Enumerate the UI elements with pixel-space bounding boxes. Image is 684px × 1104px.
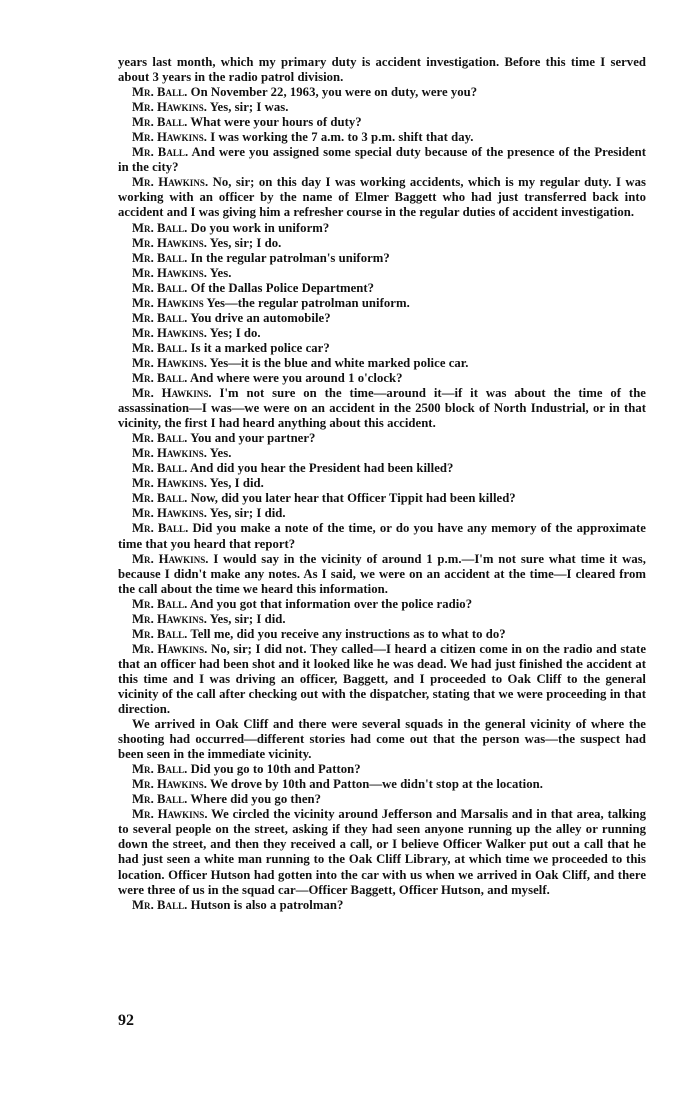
speaker-label: Mr. Ball. — [132, 491, 188, 506]
speaker-label: Mr. Hawkins. — [132, 325, 207, 340]
speaker-label: Mr. Hawkins. — [132, 611, 207, 626]
speaker-label: Mr. Hawkins. — [132, 777, 207, 792]
speaker-label: Mr. Ball. — [132, 370, 188, 385]
paragraph — [118, 100, 646, 115]
paragraph — [118, 642, 646, 717]
paragraph-text: Now, did you later hear that Officer Tippit had been killed? — [190, 491, 516, 506]
paragraph — [118, 627, 646, 642]
paragraph — [118, 476, 646, 491]
speaker-label: Mr. Ball. — [132, 115, 188, 130]
speaker-label: Mr. Hawkins. — [132, 446, 207, 461]
speaker-label: Mr. Ball. — [132, 85, 188, 100]
paragraph-text: I'm not sure on the time—around it—if it was about the time of the assassination—I was—we were on an accident in the 2500 block of North Industrial, or in that vicinity, the first I had heard anything about this accident. — [118, 386, 646, 431]
speaker-label: Mr. Ball. — [132, 280, 188, 295]
paragraph-text: On November 22, 1963, you were on duty, were you? — [190, 85, 478, 100]
paragraph — [118, 491, 646, 506]
paragraph — [118, 175, 646, 220]
paragraph — [118, 55, 646, 85]
speaker-label: Mr. Hawkins. — [132, 476, 207, 491]
speaker-label: Mr. Ball. — [132, 310, 188, 325]
paragraph-text: Do you work in uniform? — [190, 220, 330, 235]
paragraph-text: We circled the vicinity around Jefferson and Marsalis and in that area, talking to several people on the street, asking if they had seen anyone running up the alley or running down the street, and then they received a call, or I believe Officer Walker put out a call that he had just seen a white man running to the Oak Cliff Library, at which time we proceeded to this location. Officer Hutson had gotten into the car with us when we arrived in Oak Cliff, and there were three of us in the squad car—Officer Baggett, Officer Hutson, and myself. — [118, 807, 646, 897]
paragraph-text: And were you assigned some special duty because of the presence of the President in the city? — [118, 145, 646, 175]
speaker-label: Mr. Hawkins. — [132, 386, 212, 401]
paragraph-text: You and your partner? — [190, 431, 316, 446]
paragraph — [118, 597, 646, 612]
speaker-label: Mr. Hawkins. — [132, 175, 209, 190]
paragraph — [118, 266, 646, 281]
paragraph-text: Yes, sir; I did. — [209, 506, 286, 521]
paragraph-text: You drive an automobile? — [190, 310, 331, 325]
paragraph-text: What were your hours of duty? — [190, 115, 362, 130]
paragraph-text: I was working the 7 a.m. to 3 p.m. shift that day. — [210, 130, 474, 145]
paragraph-text: Is it a marked police car? — [190, 340, 330, 355]
speaker-label: Mr. Ball. — [132, 220, 188, 235]
paragraph — [118, 717, 646, 762]
paragraph-text: Yes—the regular patrolman uniform. — [206, 295, 410, 310]
speaker-label: Mr. Ball. — [132, 897, 188, 912]
paragraph-text: And you got that information over the police radio? — [189, 596, 473, 611]
speaker-label: Mr. Ball. — [132, 340, 188, 355]
paragraph-text: We arrived in Oak Cliff and there were several squads in the general vicinity of where the shooting had occurred—different stories had come out that the person was—the suspect had been seen in the immediate vicinity. — [118, 717, 646, 762]
speaker-label: Mr. Ball. — [132, 521, 189, 536]
paragraph-text: Yes, I did. — [209, 476, 264, 491]
speaker-label: Mr. Hawkins. — [132, 100, 207, 115]
paragraph — [118, 807, 646, 897]
paragraph-text: Yes—it is the blue and white marked police car. — [209, 355, 469, 370]
paragraph — [118, 85, 646, 100]
paragraph — [118, 221, 646, 236]
paragraph — [118, 281, 646, 296]
paragraph — [118, 446, 646, 461]
speaker-label: Mr. Hawkins. — [132, 130, 207, 145]
paragraph — [118, 311, 646, 326]
paragraph — [118, 115, 646, 130]
speaker-label: Mr. Ball. — [132, 461, 188, 476]
paragraph-text: And where were you around 1 o'clock? — [189, 370, 403, 385]
paragraph — [118, 386, 646, 431]
speaker-label: Mr. Hawkins. — [132, 235, 207, 250]
paragraph — [118, 236, 646, 251]
speaker-label: Mr. Hawkins. — [132, 265, 207, 280]
speaker-label: Mr. Hawkins. — [132, 355, 207, 370]
paragraph — [118, 521, 646, 551]
paragraph — [118, 552, 646, 597]
speaker-label: Mr. Hawkins. — [132, 641, 208, 656]
speaker-label: Mr. Hawkins. — [132, 506, 207, 521]
speaker-label: Mr. Ball. — [132, 762, 188, 777]
paragraph — [118, 431, 646, 446]
paragraph — [118, 461, 646, 476]
paragraph — [118, 130, 646, 145]
speaker-label: Mr. Ball. — [132, 596, 188, 611]
speaker-label: Mr. Ball. — [132, 145, 189, 160]
paragraph-text: Yes, sir; I did. — [209, 611, 286, 626]
paragraph-text: Did you make a note of the time, or do you have any memory of the approximate time that you heard that report? — [118, 521, 646, 551]
speaker-label: Mr. Ball. — [132, 626, 188, 641]
paragraph — [118, 898, 646, 913]
page-number: 92 — [118, 1012, 134, 1029]
paragraph — [118, 777, 646, 792]
speaker-label: Mr. Ball. — [132, 431, 188, 446]
paragraph — [118, 762, 646, 777]
paragraph — [118, 356, 646, 371]
paragraph — [118, 371, 646, 386]
transcript-page — [118, 55, 646, 913]
paragraph-text: And did you hear the President had been killed? — [189, 461, 454, 476]
paragraph-text: Yes, sir; I was. — [209, 100, 289, 115]
paragraph-text: Yes. — [209, 265, 232, 280]
speaker-label: Mr. Ball. — [132, 792, 188, 807]
paragraph-text: years last month, which my primary duty is accident investigation. Before this time I served about 3 years in the radio patrol division. — [118, 55, 646, 85]
paragraph-text: Did you go to 10th and Patton? — [190, 762, 361, 777]
paragraph-text: No, sir; I did not. They called—I heard a citizen come in on the radio and state that an officer had been shot and it looked like he was dead. We had just finished the accident at this time and I was driving an officer, Baggett, and I proceeded to Oak Cliff to the general vicinity of the call after checking out with the dispatcher, stating that we were proceeding in that direction. — [118, 641, 647, 717]
paragraph-text: Tell me, did you receive any instructions as to what to do? — [190, 626, 506, 641]
paragraph-text: We drove by 10th and Patton—we didn't stop at the location. — [209, 777, 543, 792]
paragraph — [118, 341, 646, 356]
speaker-label: Mr. Hawkins. — [132, 551, 209, 566]
speaker-label: Mr. Hawkins — [132, 295, 204, 310]
paragraph — [118, 506, 646, 521]
paragraph — [118, 145, 646, 175]
paragraph — [118, 326, 646, 341]
paragraph-text: In the regular patrolman's uniform? — [190, 250, 390, 265]
paragraph — [118, 612, 646, 627]
paragraph — [118, 792, 646, 807]
paragraph-text: Yes. — [209, 446, 232, 461]
paragraph-text: Where did you go then? — [190, 792, 321, 807]
paragraph-text: Yes; I do. — [209, 325, 261, 340]
paragraph-text: No, sir; on this day I was working accidents, which is my regular duty. I was working with an officer by the name of Elmer Baggett who had just transferred back into accident and I was giving him a refresher course in the regular duties of accident investigation. — [118, 175, 646, 220]
paragraph-text: Of the Dallas Police Department? — [190, 280, 375, 295]
speaker-label: Mr. Ball. — [132, 250, 188, 265]
speaker-label: Mr. Hawkins. — [132, 807, 208, 822]
paragraph-text: Hutson is also a patrolman? — [190, 897, 344, 912]
paragraph-text: I would say in the vicinity of around 1 p.m.—I'm not sure what time it was, because I didn't make any notes. As I said, we were on an accident at the time—I cleared from the call about the time we heard this information. — [118, 551, 646, 596]
paragraph — [118, 251, 646, 266]
paragraph — [118, 296, 646, 311]
paragraph-text: Yes, sir; I do. — [209, 235, 282, 250]
